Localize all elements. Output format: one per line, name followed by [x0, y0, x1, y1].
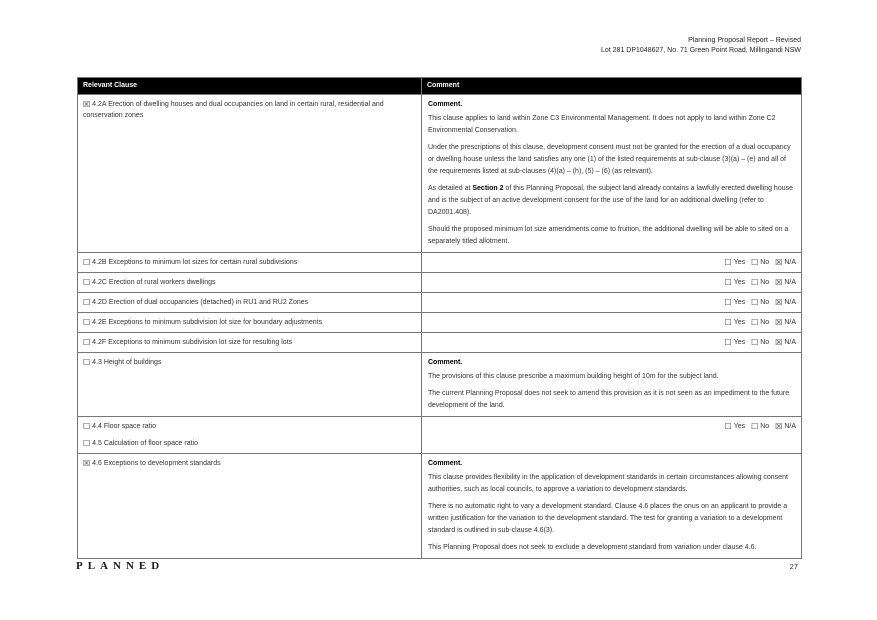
comment-paragraph: This clause provides flexibility in the application of development standards in certain circumstances allowing consent authorities, such as local councils, to approve a variation to development standards. [428, 474, 788, 493]
checkbox-unchecked-icon: ☐ [83, 338, 91, 347]
clause-cell-4-2E [78, 313, 422, 333]
checkbox-unchecked-icon: ☐ [751, 422, 759, 431]
clause-cell-4-3 [78, 353, 422, 417]
clause-line [83, 438, 416, 449]
yes-label: Yes [733, 319, 746, 326]
clause-label: 4.3 Height of buildings [92, 359, 162, 366]
table-row [78, 333, 802, 353]
checkbox-unchecked-icon: ☐ [751, 298, 759, 307]
clause-cell-4-4-4-5 [78, 417, 422, 454]
no-label: No [760, 423, 770, 430]
header-title-line: Planning Proposal Report – Revised [688, 37, 801, 44]
checkbox-checked-icon: ☒ [775, 278, 783, 287]
yes-no-na-group [725, 319, 796, 326]
checkbox-checked-icon: ☒ [83, 100, 91, 109]
clause-label: 4.4 Floor space ratio [92, 423, 156, 430]
table-row [78, 253, 802, 273]
checkbox-unchecked-icon: ☐ [83, 439, 91, 448]
na-label: N/A [784, 279, 796, 286]
column-header-relevant-clause: Relevant Clause [78, 78, 422, 95]
clause-cell-4-2F [78, 333, 422, 353]
yes-no-na-group [725, 339, 796, 346]
comment-heading: Comment. [428, 460, 463, 467]
table-row [78, 353, 802, 417]
comment-paragraph: This Planning Proposal does not seek to exclude a development standard from variation under clause 4.6. [428, 544, 757, 551]
comment-paragraph: This clause applies to land within Zone C3 Environmental Management. It does not apply to land within Zone C2 Environmental Conservation. [428, 115, 776, 134]
checkbox-checked-icon: ☒ [775, 338, 783, 347]
clauses-table [77, 77, 802, 559]
clause-label: 4.2E Exceptions to minimum subdivision lot size for boundary adjustments [92, 319, 323, 326]
table-header-row [78, 78, 802, 95]
clause-label: 4.2C Erection of rural workers dwellings [92, 279, 216, 286]
no-label: No [760, 319, 770, 326]
checkbox-unchecked-icon: ☐ [724, 298, 732, 307]
yes-no-na-group [725, 299, 796, 306]
comment-cell-4-6 [422, 454, 802, 559]
yes-label: Yes [733, 339, 746, 346]
clause-label: 4.2B Exceptions to minimum lot sizes for certain rural subdivisions [92, 259, 298, 266]
yes-no-na-cell [422, 313, 802, 333]
table-row [78, 454, 802, 559]
clause-label: 4.2D Erection of dual occupancies (detached) in RU1 and RU2 Zones [92, 299, 309, 306]
clause-cell-4-2C [78, 273, 422, 293]
clause-cell-4-2B [78, 253, 422, 273]
na-label: N/A [784, 259, 796, 266]
checkbox-unchecked-icon: ☐ [83, 278, 91, 287]
checkbox-unchecked-icon: ☐ [751, 278, 759, 287]
clause-line [83, 421, 416, 432]
na-label: N/A [784, 339, 796, 346]
comment-paragraph: The current Planning Proposal does not seek to amend this provision as it is not seen as an impediment to the future development of the land. [428, 390, 790, 409]
comment-paragraph: Should the proposed minimum lot size amendments come to fruition, the additional dwelling will be able to sited on a separately titled allotment. [428, 226, 789, 245]
na-label: N/A [784, 423, 796, 430]
no-label: No [760, 339, 770, 346]
yes-no-na-cell [422, 333, 802, 353]
clause-cell-4-2D [78, 293, 422, 313]
comment-cell-4-3 [422, 353, 802, 417]
comment-heading: Comment. [428, 359, 463, 366]
checkbox-unchecked-icon: ☐ [83, 318, 91, 327]
yes-label: Yes [733, 423, 746, 430]
yes-no-na-cell [422, 417, 802, 454]
comment-heading: Comment. [428, 101, 463, 108]
table-row [78, 417, 802, 454]
checkbox-unchecked-icon: ☐ [751, 338, 759, 347]
section-2-bold-text: Section 2 [472, 185, 504, 192]
comment-paragraph: Under the prescriptions of this clause, development consent must not be granted for the erection of a dual occupancy or dwelling house unless the land satisfies any one (1) of the listed requirements at sub-clause (3)(a) – (e) and all of the requirements listed at sub-clauses (4)(a) – (h), (5) – (6) (as relevant). [428, 144, 791, 175]
document-header [601, 36, 801, 56]
table-row [78, 273, 802, 293]
clause-cell-4-2A [78, 95, 422, 253]
yes-no-na-group [725, 279, 796, 286]
yes-label: Yes [733, 259, 746, 266]
yes-no-na-group [725, 423, 796, 430]
table-row [78, 95, 802, 253]
checkbox-unchecked-icon: ☐ [83, 358, 91, 367]
checkbox-checked-icon: ☒ [83, 459, 91, 468]
checkbox-unchecked-icon: ☐ [724, 278, 732, 287]
yes-no-na-group [725, 259, 796, 266]
table-row [78, 293, 802, 313]
no-label: No [760, 299, 770, 306]
checkbox-unchecked-icon: ☐ [751, 318, 759, 327]
clause-label: 4.2F Exceptions to minimum subdivision lot size for resulting lots [92, 339, 293, 346]
checkbox-unchecked-icon: ☐ [751, 258, 759, 267]
checkbox-unchecked-icon: ☐ [83, 258, 91, 267]
checkbox-unchecked-icon: ☐ [724, 338, 732, 347]
comment-paragraph: There is no automatic right to vary a development standard. Clause 4.6 places the onus on an applicant to provide a written justification for the variation to the development standard. The test for granting a variation to a development standard is outlined in sub-clause 4.6(3). [428, 503, 788, 534]
yes-label: Yes [733, 279, 746, 286]
comment-cell-4-2A [422, 95, 802, 253]
table-row [78, 313, 802, 333]
yes-label: Yes [733, 299, 746, 306]
comment-paragraph [428, 183, 795, 219]
yes-no-na-cell [422, 253, 802, 273]
na-label: N/A [784, 319, 796, 326]
checkbox-unchecked-icon: ☐ [724, 318, 732, 327]
checkbox-checked-icon: ☒ [775, 258, 783, 267]
checkbox-unchecked-icon: ☐ [83, 422, 91, 431]
header-address-line: Lot 281 DP1048627, No. 71 Green Point Road, Millingandi NSW [600, 47, 801, 54]
yes-no-na-cell [422, 273, 802, 293]
na-label: N/A [784, 299, 796, 306]
checkbox-unchecked-icon: ☐ [724, 258, 732, 267]
column-header-comment: Comment [422, 78, 802, 95]
planned-logo: PLANNED [76, 560, 165, 572]
checkbox-checked-icon: ☒ [775, 422, 783, 431]
paragraph-text: of this Planning Proposal, the subject land already contains a lawfully erected dwelling house and is the subject of an active development consent for the use of the land for an additional dwelling (refer to DA2001.408). [428, 185, 794, 216]
page-number: 27 [789, 562, 798, 571]
paragraph-text: As detailed at [428, 185, 473, 192]
clause-label: 4.2A Erection of dwelling houses and dual occupancies on land in certain rural, residential and conservation zones [83, 101, 384, 119]
comment-paragraph: The provisions of this clause prescribe a maximum building height of 10m for the subject land. [428, 373, 719, 380]
checkbox-unchecked-icon: ☐ [724, 422, 732, 431]
checkbox-unchecked-icon: ☐ [83, 298, 91, 307]
checkbox-checked-icon: ☒ [775, 318, 783, 327]
clause-cell-4-6 [78, 454, 422, 559]
no-label: No [760, 259, 770, 266]
no-label: No [760, 279, 770, 286]
clause-label: 4.5 Calculation of floor space ratio [92, 440, 199, 447]
checkbox-checked-icon: ☒ [775, 298, 783, 307]
clause-label: 4.6 Exceptions to development standards [92, 460, 221, 467]
yes-no-na-cell [422, 293, 802, 313]
